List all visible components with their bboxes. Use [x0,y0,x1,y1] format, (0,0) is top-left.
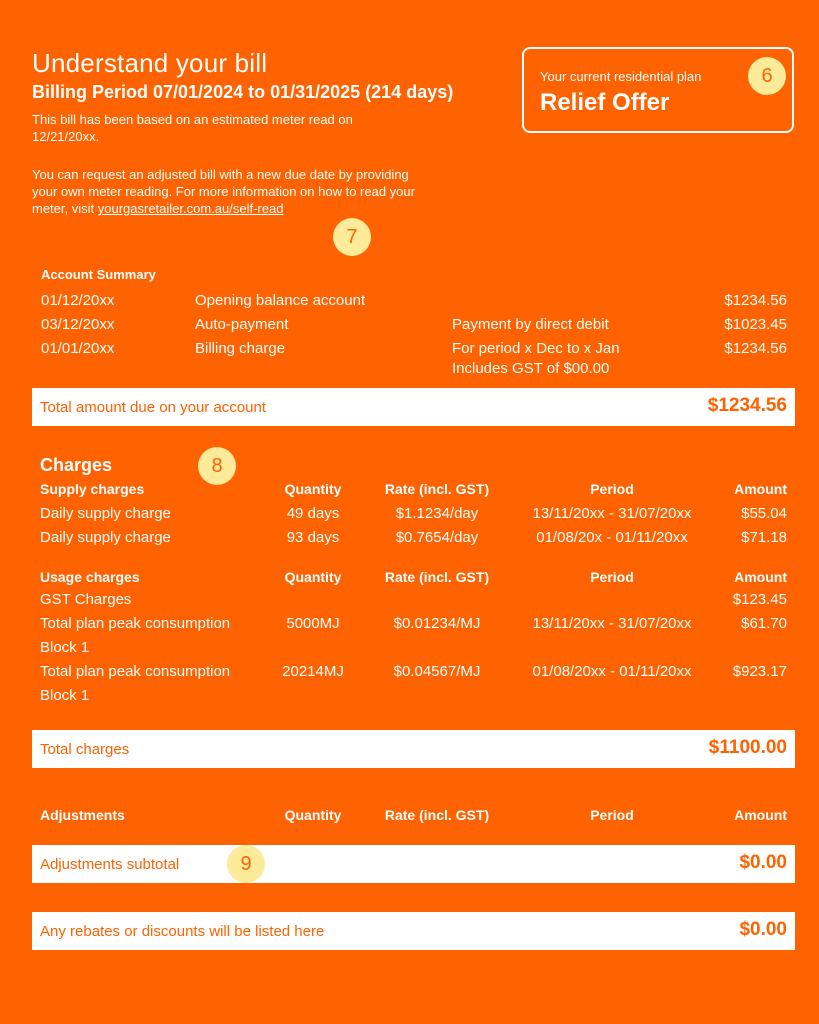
charges-heading: Charges [40,455,113,475]
summary-row-2-note: Payment by direct debit [452,316,609,333]
plan-label: Your current residential plan [540,69,702,84]
supply-row-2-amount: $71.18 [741,529,787,546]
summary-row-1-date: 01/12/20xx [41,292,115,309]
callout-badge-9: 9 [227,845,265,883]
adj-col-quantity: Quantity [284,807,342,823]
callout-badge-8: 8 [198,447,236,485]
gst-charges-label: GST Charges [40,591,132,608]
summary-row-1-amount: $1234.56 [724,292,787,309]
summary-row-3-desc: Billing charge [195,340,286,357]
adjustments-heading: Adjustments [40,807,125,823]
supply-row-1-amount: $55.04 [741,505,787,522]
usage-row-2-qty: 20214MJ [282,663,344,680]
adj-col-amount: Amount [734,807,787,823]
request-note-line-3-text: meter, visit [32,201,98,216]
usage-row-2-period: 01/08/20xx - 01/11/20xx [532,663,692,680]
usage-row-2-block: Block 1 [40,687,90,704]
summary-row-2-date: 03/12/20xx [41,316,115,333]
usage-col-quantity: Quantity [284,569,342,585]
rebates-label: Any rebates or discounts will be listed here [40,923,325,940]
plan-box [522,47,794,133]
usage-col-period: Period [590,569,634,585]
supply-row-1-period: 13/11/20xx - 31/07/20xx [532,505,692,522]
total-charges-label: Total charges [40,741,130,758]
adj-col-rate: Rate (incl. GST) [384,807,490,823]
summary-row-3-amount: $1234.56 [724,340,787,357]
request-note [32,166,482,217]
estimate-note-line-2: 12/21/20xx. [32,129,100,144]
supply-row-2-rate: $0.7654/day [395,529,479,546]
supply-row-1-qty: 49 days [286,505,340,522]
supply-charges-heading: Supply charges [40,481,145,497]
total-due-amount: $1234.56 [707,395,787,416]
supply-row-2-desc: Daily supply charge [40,529,171,546]
adjustments-subtotal-amount: $0.00 [739,852,787,873]
supply-row-2-period: 01/08/20x - 01/11/20xx [536,529,688,546]
usage-row-1-block: Block 1 [40,639,90,656]
col-amount: Amount [734,481,787,497]
account-summary-heading: Account Summary [41,267,156,282]
usage-col-rate: Rate (incl. GST) [384,569,490,585]
rebates-bar [32,912,795,950]
rebates-amount: $0.00 [739,919,787,940]
usage-row-2-rate: $0.04567/MJ [393,663,481,680]
estimate-note [32,111,482,145]
col-rate: Rate (incl. GST) [384,481,490,497]
summary-row-3-date: 01/01/20xx [41,340,115,357]
usage-row-1-period: 13/11/20xx - 31/07/20xx [532,615,692,632]
page-title: Understand your bill [32,48,268,78]
request-note-line-2: your own meter reading. For more information on how to read your [32,184,415,199]
summary-row-3-note-gst: Includes GST of $00.00 [452,360,610,377]
supply-row-1-desc: Daily supply charge [40,505,171,522]
total-due-bar [32,388,795,426]
plan-name: Relief Offer [540,89,670,116]
usage-charges-heading: Usage charges [40,569,140,585]
usage-row-1-rate: $0.01234/MJ [393,615,481,632]
request-note-line-3 [32,200,482,217]
callout-badge-6: 6 [748,57,786,95]
usage-row-1-qty: 5000MJ [286,615,340,632]
supply-row-2-qty: 93 days [286,529,340,546]
gst-charges-amount: $123.45 [732,591,787,608]
summary-row-2-amount: $1023.45 [724,316,787,333]
estimate-note-line-1: This bill has been based on an estimated meter read on [32,112,353,127]
usage-col-amount: Amount [734,569,787,585]
supply-row-1-rate: $1.1234/day [395,505,479,522]
summary-row-2-desc: Auto-payment [195,316,289,333]
adjustments-subtotal-bar [32,845,795,883]
adjustments-subtotal-label: Adjustments subtotal [40,856,180,873]
adj-col-period: Period [590,807,634,823]
col-quantity: Quantity [284,481,342,497]
summary-row-1-desc: Opening balance account [195,292,366,309]
callout-badge-7: 7 [333,218,371,256]
self-read-link[interactable]: yourgasretailer.com.au/self-read [97,201,284,216]
usage-row-1-amount: $61.70 [741,615,787,632]
usage-row-1-desc: Total plan peak consumption [40,615,231,632]
total-due-label: Total amount due on your account [40,399,266,416]
total-charges-amount: $1100.00 [708,737,787,758]
summary-row-3-note: For period x Dec to x Jan [452,340,620,357]
usage-row-2-amount: $923.17 [732,663,787,680]
request-note-line-1: You can request an adjusted bill with a new due date by providing [32,167,409,182]
usage-row-2-desc: Total plan peak consumption [40,663,231,680]
col-period: Period [590,481,634,497]
billing-period: Billing Period 07/01/2024 to 01/31/2025 (214 days) [32,82,454,102]
total-charges-bar [32,730,795,768]
